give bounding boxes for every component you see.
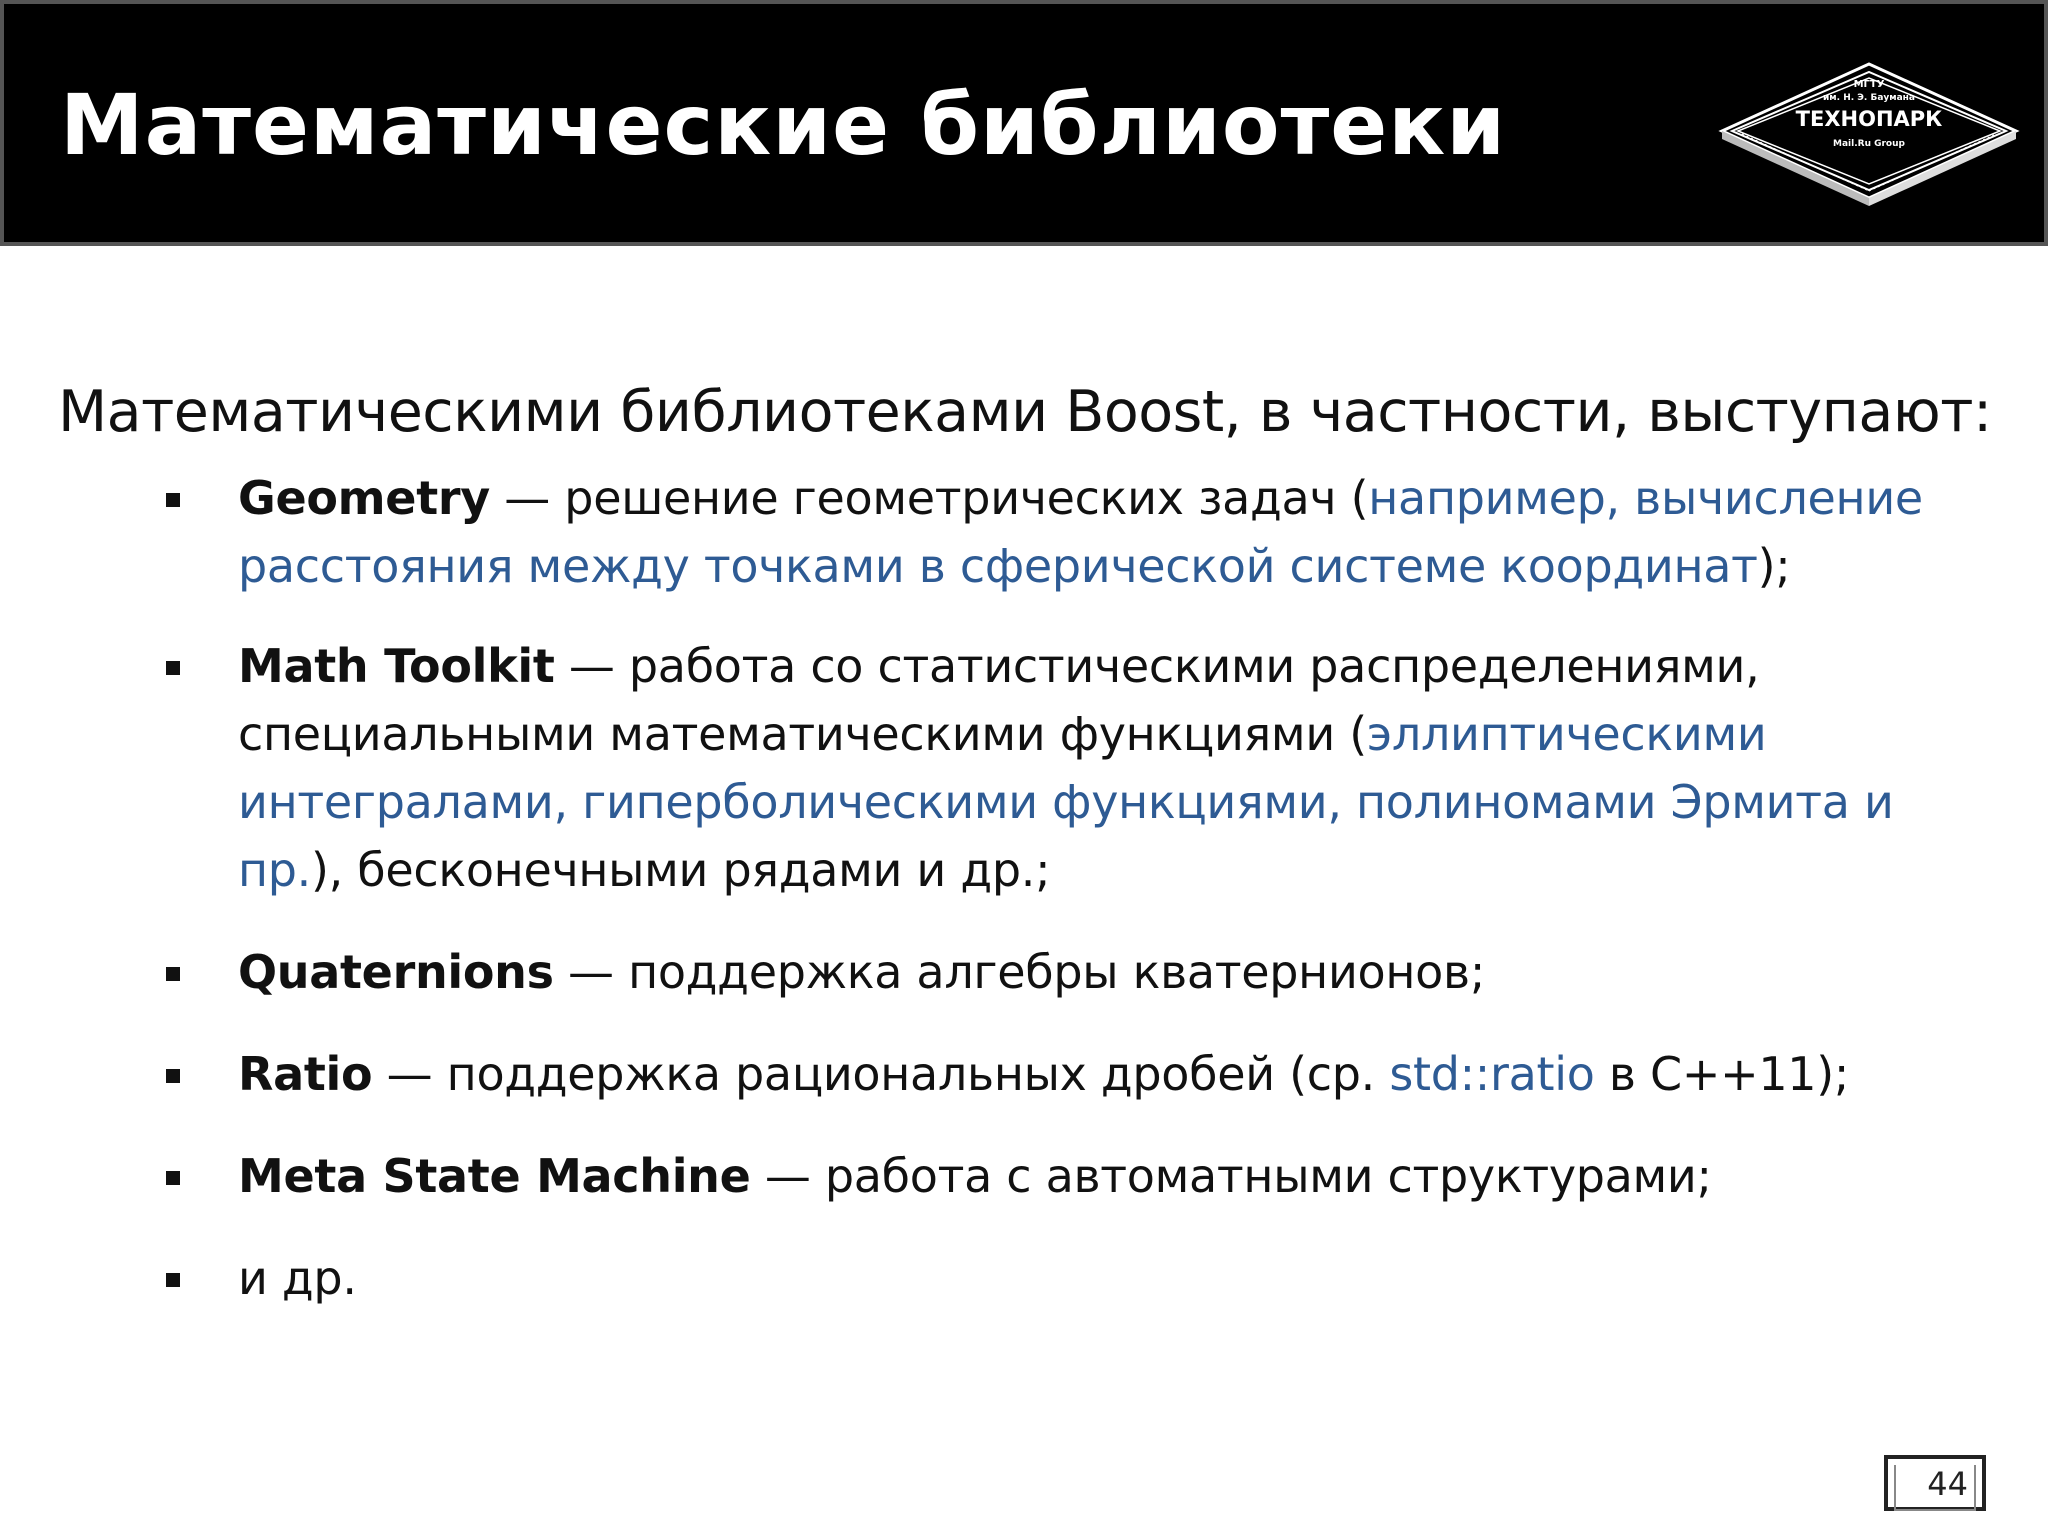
bullet-text: — решение геометрических задач ( [489, 471, 1369, 525]
bullet-text: — работа с автоматными структурами; [750, 1149, 1712, 1203]
bullet-quaternions [58, 938, 1958, 1006]
bullet-marker [166, 661, 180, 675]
intro-text: Математическими библиотеками Boost, в частности, выступают: [58, 379, 1992, 445]
bullet-meta-state-machine [58, 1142, 1958, 1210]
bullet-highlight: например, вычисление расстояния между точками в сферической системе координат [238, 471, 1923, 593]
logo-line1: МГТУ [1853, 79, 1885, 90]
bullet-marker [166, 1273, 180, 1287]
bullet-tail: ), бесконечными рядами и др.; [311, 843, 1051, 897]
technopark-logo [1712, 56, 2026, 206]
bullet-term: Math Toolkit [238, 639, 555, 693]
logo-line3: ТЕХНОПАРК [1795, 107, 1943, 131]
bullet-tail: в C++11); [1594, 1047, 1850, 1101]
bullet-etc [58, 1244, 1958, 1312]
bullet-highlight: std::ratio [1389, 1047, 1595, 1101]
slide-content [58, 372, 1992, 1312]
logo-line4: Mail.Ru Group [1833, 139, 1905, 149]
bullet-marker [166, 1171, 180, 1185]
slide-title: Математические библиотеки [60, 76, 1507, 174]
bullet-marker [166, 967, 180, 981]
logo-line2: им. Н. Э. Баумана [1823, 93, 1915, 103]
bullet-geometry [58, 464, 1958, 600]
bullet-text: — поддержка алгебры кватернионов; [553, 945, 1486, 999]
bullet-term: Meta State Machine [238, 1149, 751, 1203]
bullet-term: Geometry [238, 471, 490, 525]
bullet-highlight: эллиптическими интегралами, гиперболическими функциями, полиномами Эрмита и пр. [238, 707, 1894, 897]
bullet-math-toolkit [58, 632, 1958, 904]
page-number: 44 [1927, 1465, 1968, 1503]
bullet-marker [166, 1069, 180, 1083]
header-bar [0, 0, 2048, 246]
bullet-text: и др. [238, 1251, 357, 1305]
bullet-term: Quaternions [238, 945, 554, 999]
bullet-term: Ratio [238, 1047, 373, 1101]
bullet-marker [166, 493, 180, 507]
bullet-list [58, 464, 1958, 1312]
bullet-text: — работа со статистическими распределениями, специальными математическими функциями ( [238, 639, 1760, 761]
bullet-tail: ); [1757, 539, 1791, 593]
bullet-ratio [58, 1040, 1958, 1108]
bullet-text: — поддержка рациональных дробей (ср. [372, 1047, 1390, 1101]
page-number-box [1884, 1455, 1986, 1511]
